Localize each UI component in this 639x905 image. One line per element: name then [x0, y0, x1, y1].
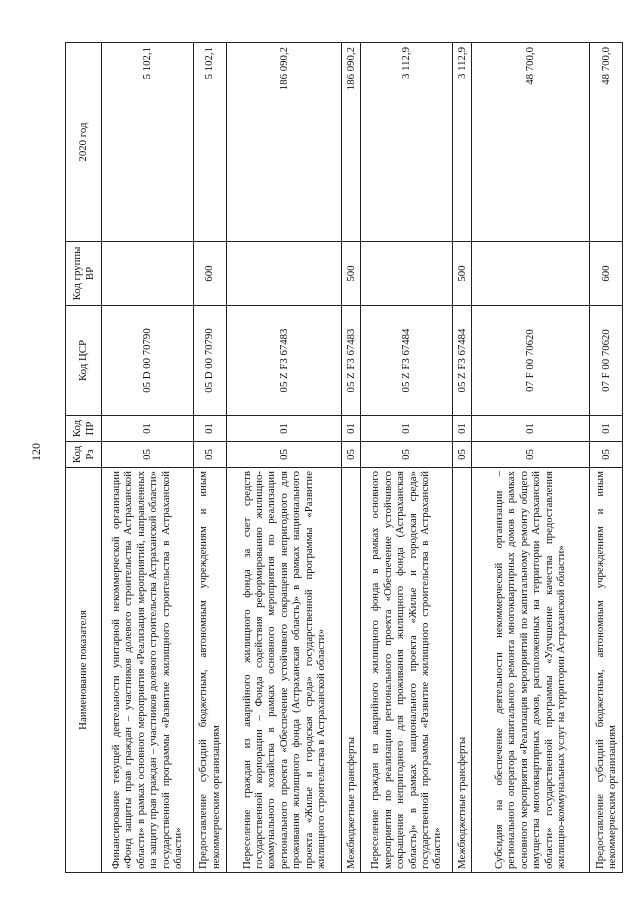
row-csr: 05 Z F3 67484: [361, 306, 453, 416]
header-csr: Код ЦСР: [66, 306, 102, 416]
row-vr: [471, 242, 589, 306]
row-rz: 05: [471, 442, 589, 468]
row-csr: 07 F 00 70620: [589, 306, 622, 416]
row-csr: 05 Z F3 67483: [226, 306, 342, 416]
row-name: Межбюджетные трансферты: [342, 468, 361, 873]
row-pr: 01: [471, 416, 589, 442]
row-name: Субсидия на обеспечение деятельности некоммерческой организации – регионального оператора капитального ремонта многоквартирных домов в рамках основного мероприятия «Реализация мероприятий по капитальному ремонту общего имущества многоквартирных домов, расположенных на территории Астраханской области» государственной программы «Улучшение качества предоставления жилищно-коммунальных услуг на территории Астраханской области»: [471, 468, 589, 873]
table-row: [193, 43, 226, 873]
table-row: [226, 43, 342, 873]
row-csr: 05 Z F3 67484: [452, 306, 471, 416]
row-vr: 600: [193, 242, 226, 306]
row-csr: 05 D 00 70790: [102, 306, 194, 416]
row-vr: [102, 242, 194, 306]
row-name: Предоставление субсидий бюджетным, автономным учреждениям и иным некоммерческим организациям: [589, 468, 622, 873]
table-row: [102, 43, 194, 873]
table-row: [589, 43, 622, 873]
row-name: Финансирование текущей деятельности унитарной некоммерческой организации «Фонд защиты прав граждан – участников долевого строительства Астраханской области» в рамках основного мероприятия «Реализация мероприятий, направленных на защиту прав граждан – участников долевого строительства Астраханской области» государственной программы «Развитие жилищного строительства в Астраханской области»: [102, 468, 194, 873]
row-rz: 05: [452, 442, 471, 468]
row-csr: 07 F 00 70620: [471, 306, 589, 416]
row-value: 186 090,2: [342, 43, 361, 242]
row-csr: 05 Z F3 67483: [342, 306, 361, 416]
row-pr: 01: [589, 416, 622, 442]
row-pr: 01: [452, 416, 471, 442]
row-rz: 05: [193, 442, 226, 468]
row-value: 3 112,9: [361, 43, 453, 242]
table-row: [342, 43, 361, 873]
header-pr: Код ПР: [66, 416, 102, 442]
header-year: 2020 год: [66, 43, 102, 242]
row-value: 48 700,0: [589, 43, 622, 242]
rotated-table-wrapper: [65, 43, 623, 873]
row-value: 3 112,9: [452, 43, 471, 242]
row-value: 48 700,0: [471, 43, 589, 242]
row-rz: 05: [361, 442, 453, 468]
row-pr: 01: [193, 416, 226, 442]
header-rz: Код Рз: [66, 442, 102, 468]
row-name: Межбюджетные трансферты: [452, 468, 471, 873]
page-number: 120: [29, 443, 43, 461]
budget-table: [65, 42, 623, 873]
row-rz: 05: [342, 442, 361, 468]
table-header-row: [66, 43, 102, 873]
row-vr: [226, 242, 342, 306]
row-value: 5 102,1: [193, 43, 226, 242]
row-pr: 01: [102, 416, 194, 442]
header-name: Наименование показателя: [66, 468, 102, 873]
row-name: Предоставление субсидий бюджетным, автономным учреждениям и иным некоммерческим организациям: [193, 468, 226, 873]
row-pr: 01: [361, 416, 453, 442]
row-rz: 05: [589, 442, 622, 468]
table-row: [452, 43, 471, 873]
row-vr: 500: [342, 242, 361, 306]
row-value: 5 102,1: [102, 43, 194, 242]
row-value: 186 090,2: [226, 43, 342, 242]
row-name: Переселение граждан из аварийного жилищного фонда за счет средств государственной корпорации – Фонда содействия реформированию жилищно-коммунального хозяйства в рамках основного мероприятия по реализации регионального проекта «Обеспечение устойчивого сокращения непригодного для проживания жилищного фонда (Астраханская область)» в рамках национального проекта «Жилье и городская среда» государственной программы «Развитие жилищного строительства в Астраханской области»: [226, 468, 342, 873]
table-row: [361, 43, 453, 873]
row-pr: 01: [342, 416, 361, 442]
row-vr: 500: [452, 242, 471, 306]
header-vr: Код группы ВР: [66, 242, 102, 306]
table-row: [471, 43, 589, 873]
row-rz: 05: [102, 442, 194, 468]
row-vr: 600: [589, 242, 622, 306]
row-name: Переселение граждан из аварийного жилищного фонда в рамках основного мероприятия по реализации регионального проекта «Обеспечение устойчивого сокращения непригодного для проживания жилищного фонда (Астраханская область)» в рамках национального проекта «Жилье и городская среда» государственной программы «Развитие жилищного строительства в Астраханской области»: [361, 468, 453, 873]
row-pr: 01: [226, 416, 342, 442]
row-vr: [361, 242, 453, 306]
row-rz: 05: [226, 442, 342, 468]
row-csr: 05 D 00 70790: [193, 306, 226, 416]
